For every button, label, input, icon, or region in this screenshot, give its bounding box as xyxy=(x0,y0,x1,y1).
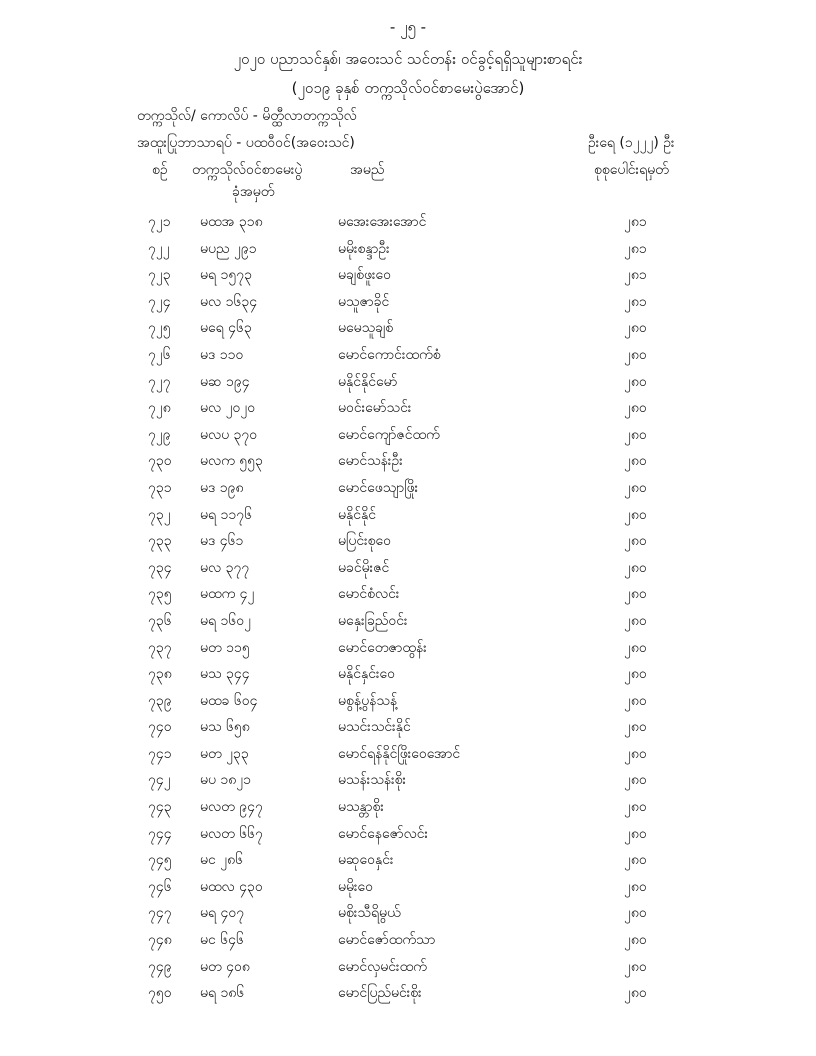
row-number: ၇၃၅ xyxy=(148,586,172,603)
roll-number: မထလ ၄၃၀ xyxy=(200,878,263,895)
student-name: မောင်ဇော်ထက်သာ xyxy=(338,932,436,949)
table-row xyxy=(0,208,816,235)
row-number: ၇၄၅ xyxy=(148,852,172,869)
table-row xyxy=(0,607,816,634)
total-score: ၂၈၀ xyxy=(624,346,647,363)
row-number: ၇၂၇ xyxy=(148,373,171,390)
roll-number: မသ ၆၅၈ xyxy=(200,719,250,736)
student-name: မသန်းသန်းစိုး xyxy=(338,772,407,789)
total-score: ၂၈၁ xyxy=(624,240,647,257)
total-score: ၂၈၁ xyxy=(624,293,647,310)
column-header-number: စဉ် xyxy=(152,162,168,178)
roll-number: မလပ ၃၇၀ xyxy=(200,426,258,443)
row-number: ၇၄၂ xyxy=(148,772,171,789)
row-number: ၇၂၈ xyxy=(148,400,171,417)
student-name: မောင်တေဇာထွန်း xyxy=(338,639,427,656)
table-row xyxy=(0,235,816,262)
roll-number: မထက ၄၂ xyxy=(200,586,255,603)
roll-number: မလက ၅၅၃ xyxy=(200,453,263,470)
table-row xyxy=(0,766,816,793)
student-name: မစိုးသီရိမွယ် xyxy=(338,905,401,922)
table-row xyxy=(0,554,816,581)
column-header-name: အမည် xyxy=(350,162,385,178)
roll-number: မထခ ၆၀၄ xyxy=(200,692,258,709)
university-line: တက္ကသိုလ်/ ကောလိပ် - မိတ္ထီလာတက္ကသိုလ် xyxy=(137,108,357,124)
total-score: ၂၈၀ xyxy=(624,586,647,603)
total-score: ၂၈၀ xyxy=(624,666,647,683)
table-row xyxy=(0,580,816,607)
roll-number: မတ ၄၀၈ xyxy=(200,958,250,975)
student-name: မောင်ကျော်ဇင်ထက် xyxy=(338,426,440,443)
roll-number: မဒ ၄၆၁ xyxy=(200,533,244,550)
total-score: ၂၈၀ xyxy=(624,772,647,789)
row-number: ၇၃၄ xyxy=(148,559,172,576)
student-name: မောင်နေဇော်လင်း xyxy=(338,825,429,842)
student-name: မချစ်ဖူးဝေ xyxy=(338,267,391,284)
student-name: မနိုင်နိုင် xyxy=(338,506,376,523)
row-number: ၇၅၀ xyxy=(148,985,172,1002)
roll-number: မင ၂၈၆ xyxy=(200,852,243,869)
roll-number: မရေ ၄၆၃ xyxy=(200,320,252,337)
student-name: မနိုင်နှင်းဝေ xyxy=(338,666,396,683)
row-number: ၇၃၉ xyxy=(148,692,172,709)
total-score: ၂၈၀ xyxy=(624,905,647,922)
total-score: ၂၈၀ xyxy=(624,373,647,390)
student-name: မပြင်းစုဝေ xyxy=(338,533,391,550)
roll-number: မသ ၃၄၄ xyxy=(200,666,250,683)
roll-number: မဆ ၁၉၄ xyxy=(200,373,250,390)
row-number: ၇၄၈ xyxy=(148,932,172,949)
total-score: ၂၈၀ xyxy=(624,852,647,869)
table-row xyxy=(0,314,816,341)
total-score: ၂၈၀ xyxy=(624,639,647,656)
table-row xyxy=(0,341,816,368)
row-number: ၇၂၉ xyxy=(148,426,171,443)
student-name: မအေးအေးအောင် xyxy=(338,214,427,230)
student-name: မဝင်းမော်သင်း xyxy=(338,400,412,417)
total-score: ၂၈၀ xyxy=(624,825,647,842)
total-score: ၂၈၀ xyxy=(624,958,647,975)
total-score: ၂၈၀ xyxy=(624,453,647,470)
student-name: မောင်စံလင်း xyxy=(338,586,400,603)
roll-number: မဒ ၁၁၀ xyxy=(200,346,244,363)
total-score: ၂၈၀ xyxy=(624,745,647,762)
column-header-score: စုစုပေါင်းရမှတ် xyxy=(594,162,669,178)
row-number: ၇၃၈ xyxy=(148,666,172,683)
student-count: ဦးရေ (၁၂၂၂) ဦး xyxy=(588,135,675,151)
row-number: ၇၃၂ xyxy=(148,506,171,523)
student-name: မမိုးဝေ xyxy=(338,878,374,895)
department-line: အထူးပြုဘာသာရပ် - ပထဝီဝင်(အဝေးသင်) xyxy=(137,135,355,151)
table-row xyxy=(0,713,816,740)
roll-number: မရ ၁၈၆ xyxy=(200,985,245,1002)
roll-number: မပ ၁၈၂၁ xyxy=(200,772,252,789)
roll-number: မထအ ၃၁၈ xyxy=(200,214,263,230)
row-number: ၇၂၅ xyxy=(148,320,171,337)
total-score: ၂၈၀ xyxy=(624,799,647,816)
row-number: ၇၄၁ xyxy=(148,745,172,762)
row-number: ၇၄၄ xyxy=(148,825,172,842)
row-number: ၇၂၂ xyxy=(148,240,170,257)
table-row xyxy=(0,793,816,820)
column-header-roll: တက္ကသိုလ်ဝင်စာမေးပွဲ xyxy=(192,162,303,178)
total-score: ၂၈၀ xyxy=(624,692,647,709)
student-name: မောင်ပြည်မင်းစိုး xyxy=(338,985,422,1002)
student-name: မသင်းသင်းနိုင် xyxy=(338,719,411,736)
total-score: ၂၈၀ xyxy=(624,985,647,1002)
table-row xyxy=(0,953,816,980)
table-row xyxy=(0,687,816,714)
roll-number: မရ ၁၅၇၃ xyxy=(200,267,252,284)
page-subtitle: (၂၀၁၉ ခုနှစ် တက္ကသိုလ်ဝင်စာမေးပွဲအောင်) xyxy=(291,79,525,97)
table-row xyxy=(0,660,816,687)
student-name: မသန္တာစိုး xyxy=(338,799,384,816)
total-score: ၂၈၀ xyxy=(624,559,647,576)
total-score: ၂၈၁ xyxy=(624,267,647,284)
row-number: ၇၂၄ xyxy=(148,293,171,310)
table-row xyxy=(0,261,816,288)
row-number: ၇၂၆ xyxy=(148,346,171,363)
table-row xyxy=(0,527,816,554)
total-score: ၂၈၀ xyxy=(624,932,647,949)
student-name: မသူဇာခိုင် xyxy=(338,293,390,310)
table-row xyxy=(0,447,816,474)
table-row xyxy=(0,820,816,847)
roll-number: မလတ ၉၄၇ xyxy=(200,799,263,816)
total-score: ၂၈၀ xyxy=(624,612,647,629)
table-row xyxy=(0,846,816,873)
student-name: မောင်လှမင်းထက် xyxy=(338,958,427,975)
table-row xyxy=(0,873,816,900)
student-name: မောင်ဖေသျာဖြိုး xyxy=(338,479,419,496)
total-score: ၂၈၀ xyxy=(624,878,647,895)
roll-number: မရ ၁၆၀၂ xyxy=(200,612,251,629)
page-number: - ၂၅ - xyxy=(389,18,427,36)
roll-number: မလ ၁၆၃၄ xyxy=(200,293,258,310)
row-number: ၇၃၃ xyxy=(148,533,172,550)
row-number: ၇၄၉ xyxy=(148,958,172,975)
student-name: မောင်ကောင်းထက်စံ xyxy=(338,346,441,363)
total-score: ၂၈၁ xyxy=(624,214,647,230)
table-row xyxy=(0,288,816,315)
row-number: ၇၃၇ xyxy=(148,639,172,656)
roll-number: မလတ ၆၆၇ xyxy=(200,825,263,842)
table-row xyxy=(0,634,816,661)
row-number: ၇၃၁ xyxy=(148,479,172,496)
page-title: ၂၀၂၀ ပညာသင်နှစ်၊ အဝေးသင် သင်တန်း ဝင်ခွင့်ရရှိသူများစာရင်း xyxy=(233,50,583,68)
total-score: ၂၈၀ xyxy=(624,479,647,496)
row-number: ၇၂၃ xyxy=(148,267,171,284)
row-number: ၇၄၀ xyxy=(148,719,172,736)
total-score: ၂၈၀ xyxy=(624,426,647,443)
row-number: ၇၄၇ xyxy=(148,905,172,922)
total-score: ၂၈၀ xyxy=(624,506,647,523)
student-name: မနှေးခြည်ဝင်း xyxy=(338,612,408,629)
table-row xyxy=(0,394,816,421)
roll-number: မလ ၃၇၇ xyxy=(200,559,250,576)
student-name: မခင်မိုးဇင် xyxy=(338,559,390,576)
table-row xyxy=(0,740,816,767)
table-row xyxy=(0,474,816,501)
student-name: မောင်ရန်နိုင်ဖြိုးဝေအောင် xyxy=(338,745,461,762)
table-row xyxy=(0,368,816,395)
table-row xyxy=(0,926,816,953)
total-score: ၂၈၀ xyxy=(624,400,647,417)
roll-number: မတ ၁၁၅ xyxy=(200,639,250,656)
row-number: ၇၃၆ xyxy=(148,612,172,629)
roll-number: မရ ၄၀၇ xyxy=(200,905,245,922)
table-row xyxy=(0,501,816,528)
roll-number: မင ၆၄၆ xyxy=(200,932,244,949)
table-row xyxy=(0,899,816,926)
student-name: မနိုင်နိုင်မော် xyxy=(338,373,398,390)
roll-number: မတ ၂၃၃ xyxy=(200,745,249,762)
student-name: မစွန့်ပွန်သန့် xyxy=(338,692,398,709)
table-row xyxy=(0,421,816,448)
roll-number: မပည ၂၉၁ xyxy=(200,240,257,257)
student-list xyxy=(0,208,816,1006)
row-number: ၇၂၁ xyxy=(148,214,171,230)
roll-number: မရ ၁၁၇၆ xyxy=(200,506,252,523)
student-name: မမေသူချစ် xyxy=(338,320,394,337)
roll-number: မဒ ၁၉၈ xyxy=(200,479,244,496)
total-score: ၂၈၀ xyxy=(624,533,647,550)
row-number: ၇၄၃ xyxy=(148,799,172,816)
row-number: ၇၄၆ xyxy=(148,878,172,895)
row-number: ၇၃၀ xyxy=(148,453,172,470)
student-name: မမိုးစန္ဒာဦး xyxy=(338,240,390,257)
student-name: မောင်သန်းဦး xyxy=(338,453,403,470)
column-header-roll-line2: ခုံအမှတ် xyxy=(232,184,275,200)
total-score: ၂၈၀ xyxy=(624,320,647,337)
student-name: မဆုဝေနှင်း xyxy=(338,852,394,869)
table-row xyxy=(0,979,816,1006)
roll-number: မလ ၂၀၂၀ xyxy=(200,400,256,417)
total-score: ၂၈၀ xyxy=(624,719,647,736)
